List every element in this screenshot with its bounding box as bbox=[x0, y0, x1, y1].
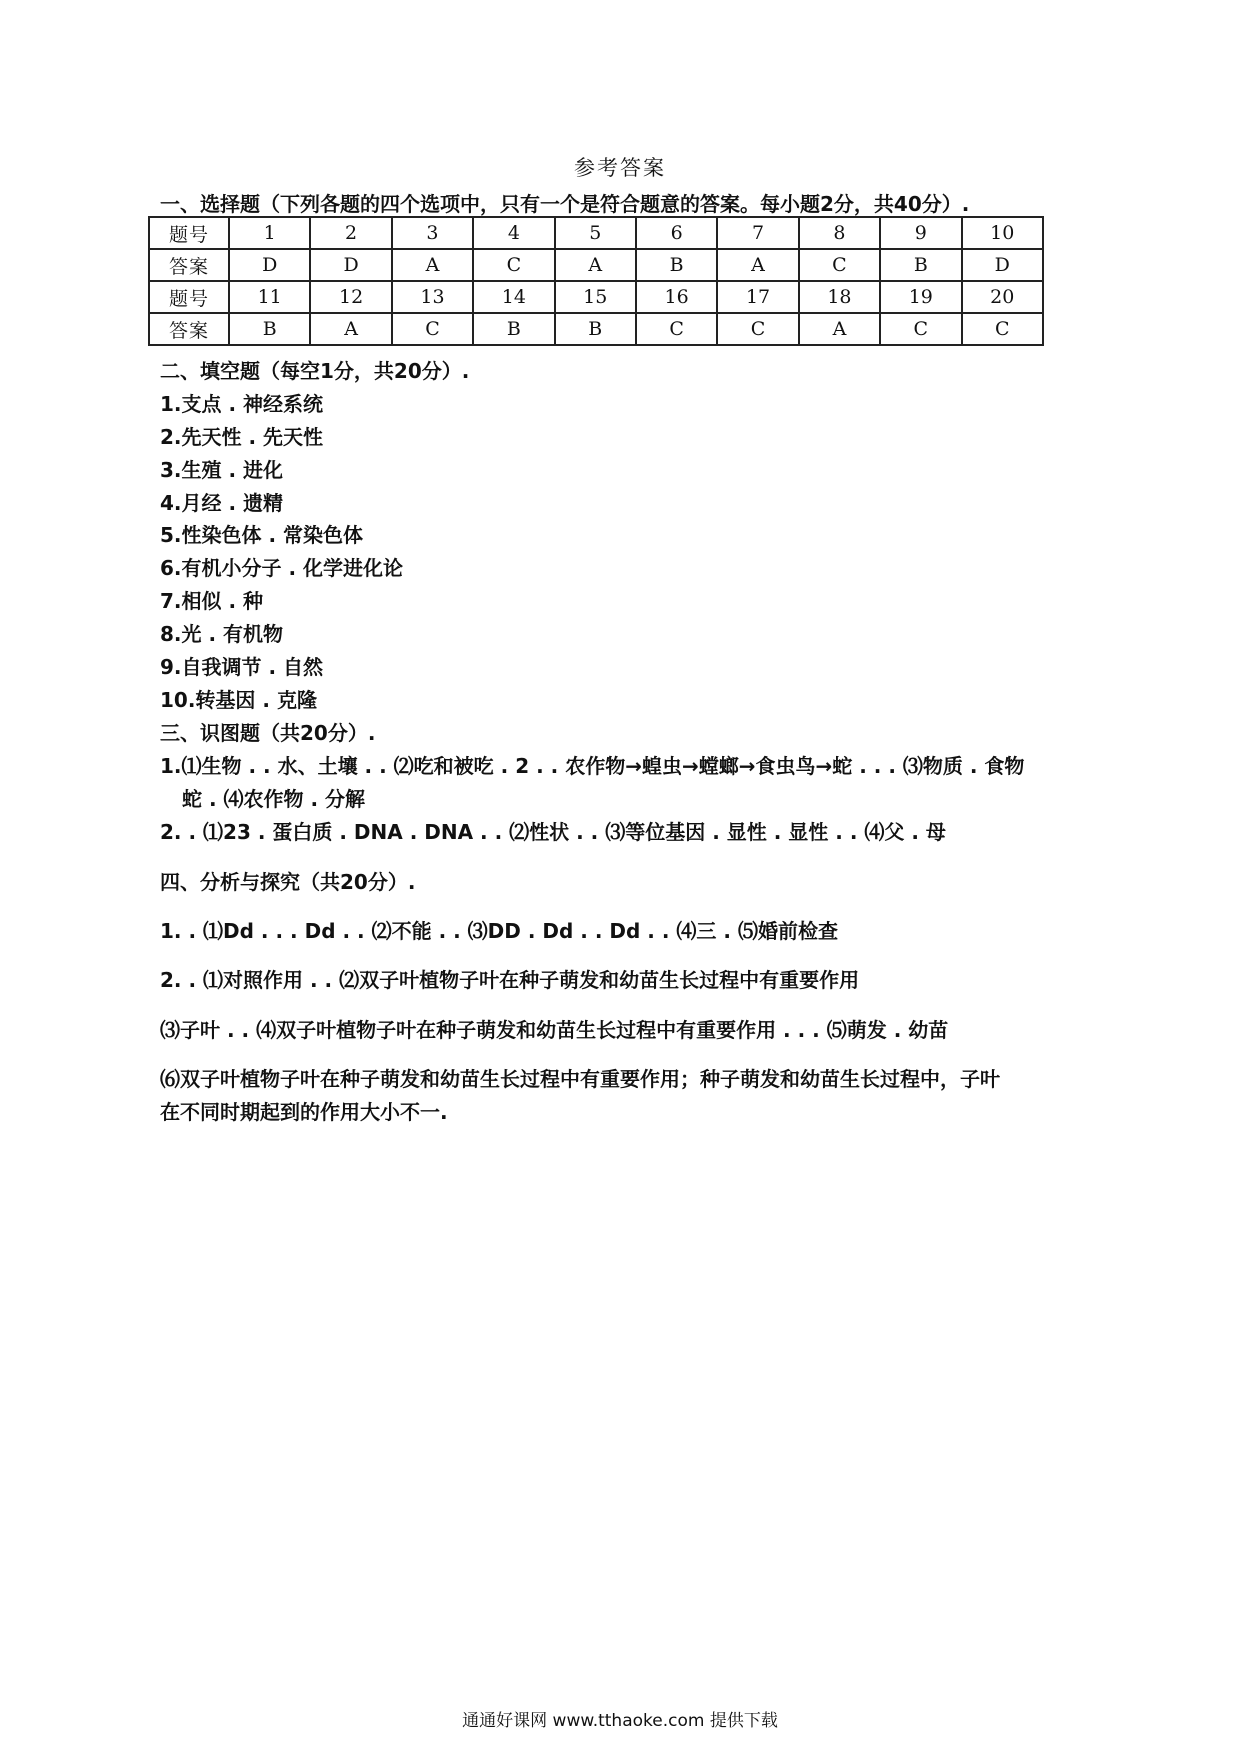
row-label: 答案 bbox=[149, 249, 229, 281]
table-cell: B bbox=[473, 313, 554, 345]
row-label: 答案 bbox=[149, 313, 229, 345]
answer-line: ⑶子叶 . . ⑷双子叶植物子叶在种子萌发和幼苗生长过程中有重要作用 . . . ⑸萌发 . 幼苗 bbox=[160, 1018, 949, 1042]
table-cell: A bbox=[799, 313, 880, 345]
table-cell: C bbox=[473, 249, 554, 281]
table-cell: 17 bbox=[717, 281, 798, 313]
table-cell: 6 bbox=[636, 217, 717, 249]
table-cell: A bbox=[392, 249, 473, 281]
table-cell: 14 bbox=[473, 281, 554, 313]
table-row-answers-1 bbox=[149, 249, 1043, 281]
row-label: 题号 bbox=[149, 217, 229, 249]
table-row-answers-2 bbox=[149, 313, 1043, 345]
section3-heading: 三、识图题（共20分）. bbox=[160, 721, 376, 745]
table-cell: D bbox=[229, 249, 310, 281]
answer-line: 1. . ⑴Dd . . . Dd . . ⑵不能 . . ⑶DD . Dd . . Dd . . ⑷三 . ⑸婚前检查 bbox=[160, 919, 838, 943]
table-cell: C bbox=[392, 313, 473, 345]
table-cell: 5 bbox=[555, 217, 636, 249]
section2-heading: 二、填空题（每空1分，共20分）. bbox=[160, 359, 470, 383]
footer-text: 通通好课网 www.tthaoke.com 提供下载 bbox=[462, 1711, 778, 1731]
table-cell: 8 bbox=[799, 217, 880, 249]
table-cell: 1 bbox=[229, 217, 310, 249]
list-item: 6.有机小分子 . 化学进化论 bbox=[160, 556, 404, 580]
list-item: 3.生殖 . 进化 bbox=[160, 458, 284, 482]
table-cell: C bbox=[962, 313, 1043, 345]
table-cell: 2 bbox=[310, 217, 391, 249]
answer-line: 2. . ⑴23 . 蛋白质 . DNA . DNA . . ⑵性状 . . ⑶等位基因 . 显性 . 显性 . . ⑷父 . 母 bbox=[160, 820, 946, 844]
table-cell: 18 bbox=[799, 281, 880, 313]
answer-table bbox=[148, 216, 1044, 346]
table-cell: 16 bbox=[636, 281, 717, 313]
table-cell: 7 bbox=[717, 217, 798, 249]
table-cell: 12 bbox=[310, 281, 391, 313]
answer-line: 在不同时期起到的作用大小不一. bbox=[160, 1100, 448, 1124]
table-cell: D bbox=[310, 249, 391, 281]
section1-heading: 一、选择题（下列各题的四个选项中，只有一个是符合题意的答案。每小题2分，共40分）. bbox=[160, 192, 970, 216]
table-cell: D bbox=[962, 249, 1043, 281]
table-cell: 11 bbox=[229, 281, 310, 313]
table-cell: 20 bbox=[962, 281, 1043, 313]
table-cell: C bbox=[717, 313, 798, 345]
table-cell: 9 bbox=[880, 217, 961, 249]
list-item: 5.性染色体 . 常染色体 bbox=[160, 523, 364, 547]
table-cell: B bbox=[880, 249, 961, 281]
answer-line: 蛇 . ⑷农作物 . 分解 bbox=[182, 787, 366, 811]
table-cell: 4 bbox=[473, 217, 554, 249]
section4-heading: 四、分析与探究（共20分）. bbox=[160, 870, 416, 894]
table-cell: C bbox=[880, 313, 961, 345]
table-cell: A bbox=[717, 249, 798, 281]
page-title: 参考答案 bbox=[574, 156, 666, 180]
list-item: 7.相似 . 种 bbox=[160, 589, 264, 613]
list-item: 9.自我调节 . 自然 bbox=[160, 655, 324, 679]
table-row-questions-2 bbox=[149, 281, 1043, 313]
list-item: 1.支点 . 神经系统 bbox=[160, 392, 324, 416]
table-cell: 10 bbox=[962, 217, 1043, 249]
list-item: 8.光 . 有机物 bbox=[160, 622, 284, 646]
list-item: 4.月经 . 遗精 bbox=[160, 491, 284, 515]
list-item: 2.先天性 . 先天性 bbox=[160, 425, 324, 449]
row-label: 题号 bbox=[149, 281, 229, 313]
table-cell: 3 bbox=[392, 217, 473, 249]
table-cell: C bbox=[799, 249, 880, 281]
table-cell: C bbox=[636, 313, 717, 345]
table-cell: 15 bbox=[555, 281, 636, 313]
table-cell: B bbox=[555, 313, 636, 345]
table-cell: 13 bbox=[392, 281, 473, 313]
table-cell: B bbox=[229, 313, 310, 345]
table-row-questions-1 bbox=[149, 217, 1043, 249]
table-cell: 19 bbox=[880, 281, 961, 313]
table-cell: B bbox=[636, 249, 717, 281]
answer-line: 1.⑴生物 . . 水、土壤 . . ⑵吃和被吃 . 2 . . 农作物→蝗虫→螳螂→食虫鸟→蛇 . . . ⑶物质 . 食物 bbox=[160, 754, 1025, 778]
table-cell: A bbox=[555, 249, 636, 281]
answer-line: 2. . ⑴对照作用 . . ⑵双子叶植物子叶在种子萌发和幼苗生长过程中有重要作用 bbox=[160, 968, 860, 992]
answer-line: ⑹双子叶植物子叶在种子萌发和幼苗生长过程中有重要作用；种子萌发和幼苗生长过程中，子叶 bbox=[160, 1067, 1000, 1091]
list-item: 10.转基因 . 克隆 bbox=[160, 688, 317, 712]
table-cell: A bbox=[310, 313, 391, 345]
